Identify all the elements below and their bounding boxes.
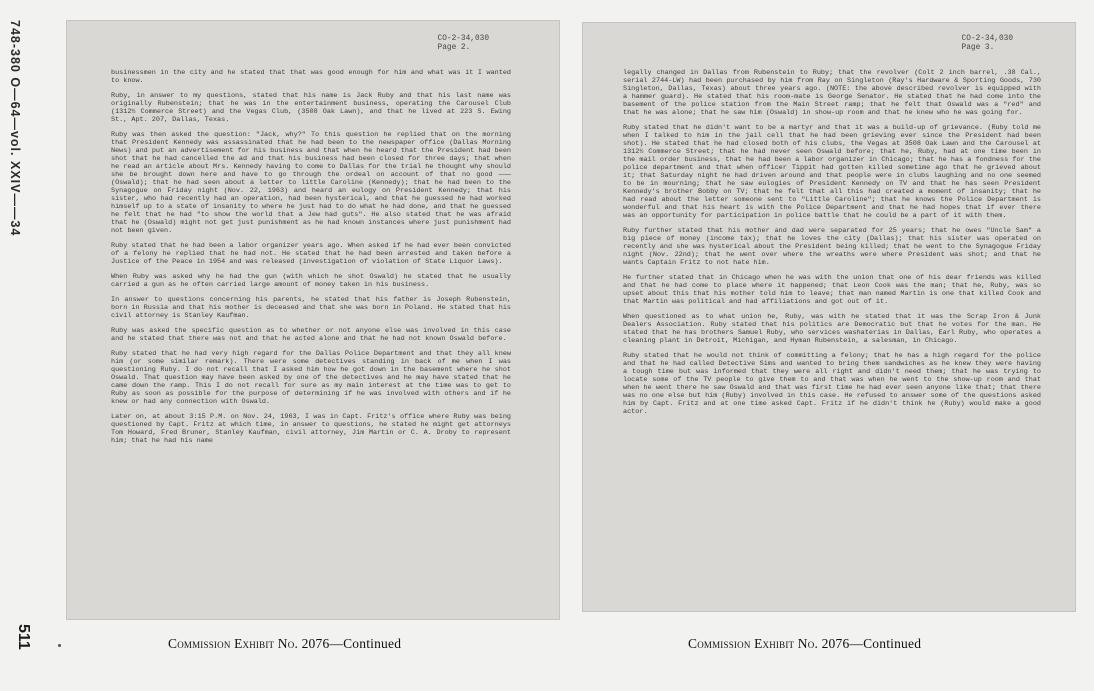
page-header-left: [438, 35, 489, 53]
caption-title: Commission Exhibit No. 2076: [168, 636, 330, 651]
paragraph: In answer to questions concerning his parents, he stated that his father is Joseph Rubenstein, born in Russia and that his mother is deceased and that she was born in Poland. He stated that his civil attorney is Stanley Kaufman.: [111, 296, 511, 320]
paragraph: Ruby was asked the specific question as to whether or not anyone else was involved in this case and he stated that there was not and that he acted alone and that he had not known Oswald before.: [111, 327, 511, 343]
paragraph: Ruby was then asked the question: "Jack, why?" To this question he replied that on the morning that President Kennedy was assassinated that he had been to the newspaper office (Dallas Morning News) and put an advertisement for his business and that when he heard that the President had been shot that he had cancelled the ad and that his business had been closed for three days; that when he read an article about Mrs. Kennedy having to come to Dallas for the trial he thought why should she be brought down here and have to go through the ordeal on account of that no good ——— (Oswald); that he had seen about a letter to little Caroline (Kennedy); that he had been to the Synagogue on Friday night (Nov. 22, 1963) and heard an eulogy on President Kennedy; that his sister, who had recently had an operation, had been hysterical, and that he guessed he had worked himself up to a state of insanity to where he just had to do what he had done, and that he guessed he felt that he had "to show the world that a Jew had guts". He also stated that he was afraid that he (Oswald) might not get just punishment as he had known instances where just punishment had not been given.: [111, 131, 511, 235]
document-page-right: [582, 22, 1076, 612]
caption-suffix: —Continued: [329, 636, 402, 651]
paragraph: Ruby stated that he didn't want to be a martyr and that it was a build-up of grievance. (Ruby told me when I talked to him in the jail cell that he had been grieving ever since the President had been shot). He stated that he had closed both of his clubs, the Vegas at 3508 Oak Lawn and the Carousel at 1312½ Commerce Street; that he had never seen Oswald before; that he, Ruby, had at one time been in the mail order business, that he had been a labor organizer in Chicago; that he has a fondness for the police department and that when officer Tippit had gotten killed sometime ago that he grieved about it; that Saturday night he had driven around and that people were in clubs laughing and no one seemed to be in mourning; that he saw eulogies of President Kennedy on TV and that he has seen President Kennedy's brother Bobby on TV; that he felt that all this had created a moment of insanity; that he had read about the letter someone sent to "Little Caroline"; that he knows the Police Department is wonderful and that his heart is with the Police Department and that he had hopes that if ever there was an opportunity for participation in police battle that he could be a part of it with them.: [623, 124, 1041, 220]
exhibit-caption-right: [688, 636, 921, 652]
caption-suffix: —Continued: [849, 636, 922, 651]
paragraph: Ruby further stated that his mother and dad were separated for 25 years; that he owes "Uncle Sam" a big piece of money (income tax); that he loves the city (Dallas); that his sister was operated on recently and she was hysterical about the President being killed; that he went to the Synagogue Friday night (Nov. 22nd); that he went over where the wreaths were where President was shot; and that he wants Captain Fritz to not hate him.: [623, 227, 1041, 267]
paragraph: legally changed in Dallas from Rubenstein to Ruby; that the revolver (Colt 2 inch barrel, .38 Cal., serial 2744-LW) had been purchased by him from Ray on Singleton (Ray's Hardware & Sporting Goods, 730 Singleton, Dallas, Texas) about three years ago. (NOTE: the above described revolver is equipped with a hammer guard). He stated that his room-mate is George Senator. He stated that he had come into the basement of the police station from the Main Street ramp; that he felt that Oswald was a "red" and that he was alone; that he saw him (Oswald) in show-up room and that he knew who he was going for.: [623, 69, 1041, 117]
page-label: Page 2.: [437, 44, 471, 52]
paragraph: businessmen in the city and he stated that that was good enough for him and what was it I wanted to know.: [111, 69, 511, 85]
paragraph: Ruby, in answer to my questions, stated that his name is Jack Ruby and that his last name was originally Rubenstein; that he was in the entertainment business, operating the Carousel Club (1312½ Commerce Street) and the Vegas Club, (3508 Oak Lawn), and that he lived at 223 S. Ewing St., Apt. 207, Dallas, Texas.: [111, 92, 511, 124]
volume-reference: 748-380 O—64—vol. XXIV——34: [8, 20, 22, 237]
scan-speck: [58, 644, 61, 647]
file-number: CO-2-34,030: [437, 35, 489, 43]
paragraph: Ruby stated that he would not think of committing a felony; that he has a high regard for the police and that he had called Detective Sims and wanted to bring them sandwiches as he knew they were having a tough time but was informed that they were all right and didn't need them; that he was trying to locate some of the TV people to give them to and that was when he went to the show-up room and that when he went there he saw Oswald and that was first time he had ever seen anyone like that; that there was no one else but him (Ruby) involved in this case. He refused to answer some of the questions asked him by Capt. Fritz and at one time asked Capt. Fritz if he didn't think he (Ruby) would make a good actor.: [623, 352, 1041, 416]
page-body-left: [111, 69, 511, 452]
page-number: 511: [15, 624, 32, 650]
page-header-right: [962, 35, 1013, 53]
document-page-left: [66, 20, 560, 620]
caption-title: Commission Exhibit No. 2076: [688, 636, 850, 651]
left-margin: [0, 0, 62, 691]
paragraph: Ruby stated that he had very high regard for the Dallas Police Department and that they all knew him (or some similar remark). There were some detectives standing in back of me when I was questioning Ruby. I do not recall that I asked him how he got down in the basement where he shot Oswald. That question may have been asked by one of the detectives and he may have stated that he came down the ramp. This I do not recall for sure as my main interest at the time was to get to Ruby as soon as possible for the purpose of determining if he was involved with others and if he knew or had any connection with Oswald.: [111, 350, 511, 406]
page-body-right: [623, 69, 1041, 423]
paragraph: When questioned as to what union he, Ruby, was with he stated that it was the Scrap Iron & Junk Dealers Association. Ruby stated that his politics are Democratic but that he votes for the man. He stated that he has brothers Samuel Ruby, who services washaterias in Dallas, Earl Ruby, who operates a cleaning plant in Detroit, Michigan, and Hyman Rubenstein, a salesman, in Chicago.: [623, 313, 1041, 345]
page-label: Page 3.: [961, 44, 995, 52]
paragraph: He further stated that in Chicago when he was with the union that one of his dear friends was killed and that he had come to place where it happened; that Leon Cook was the man; that he, Ruby, was so upset about this that his mother told him to leave; that man named Martin is one that killed Cook and that Martin was political and had affiliations and got out of it.: [623, 274, 1041, 306]
exhibit-caption-left: [168, 636, 401, 652]
file-number: CO-2-34,030: [961, 35, 1013, 43]
paragraph: Ruby stated that he had been a labor organizer years ago. When asked if he had ever been convicted of a felony he replied that he had not. He stated that he had been arrested and taken before a Justice of the Peace in 1954 and was released (investigation of violation of State Liquor Laws).: [111, 242, 511, 266]
paragraph: When Ruby was asked why he had the gun (with which he shot Oswald) he stated that he usually carried a gun as he often carried large amount of money taken in his business.: [111, 273, 511, 289]
paragraph: Later on, at about 3:15 P.M. on Nov. 24, 1963, I was in Capt. Fritz's office where Ruby was being questioned by Capt. Fritz at which time, in answer to questions, he stated he might get attorneys Tom Howard, Fred Bruner, Stanley Kaufman, civil attorney, Jim Martin or C. A. Droby to represent him; that he had his name: [111, 413, 511, 445]
